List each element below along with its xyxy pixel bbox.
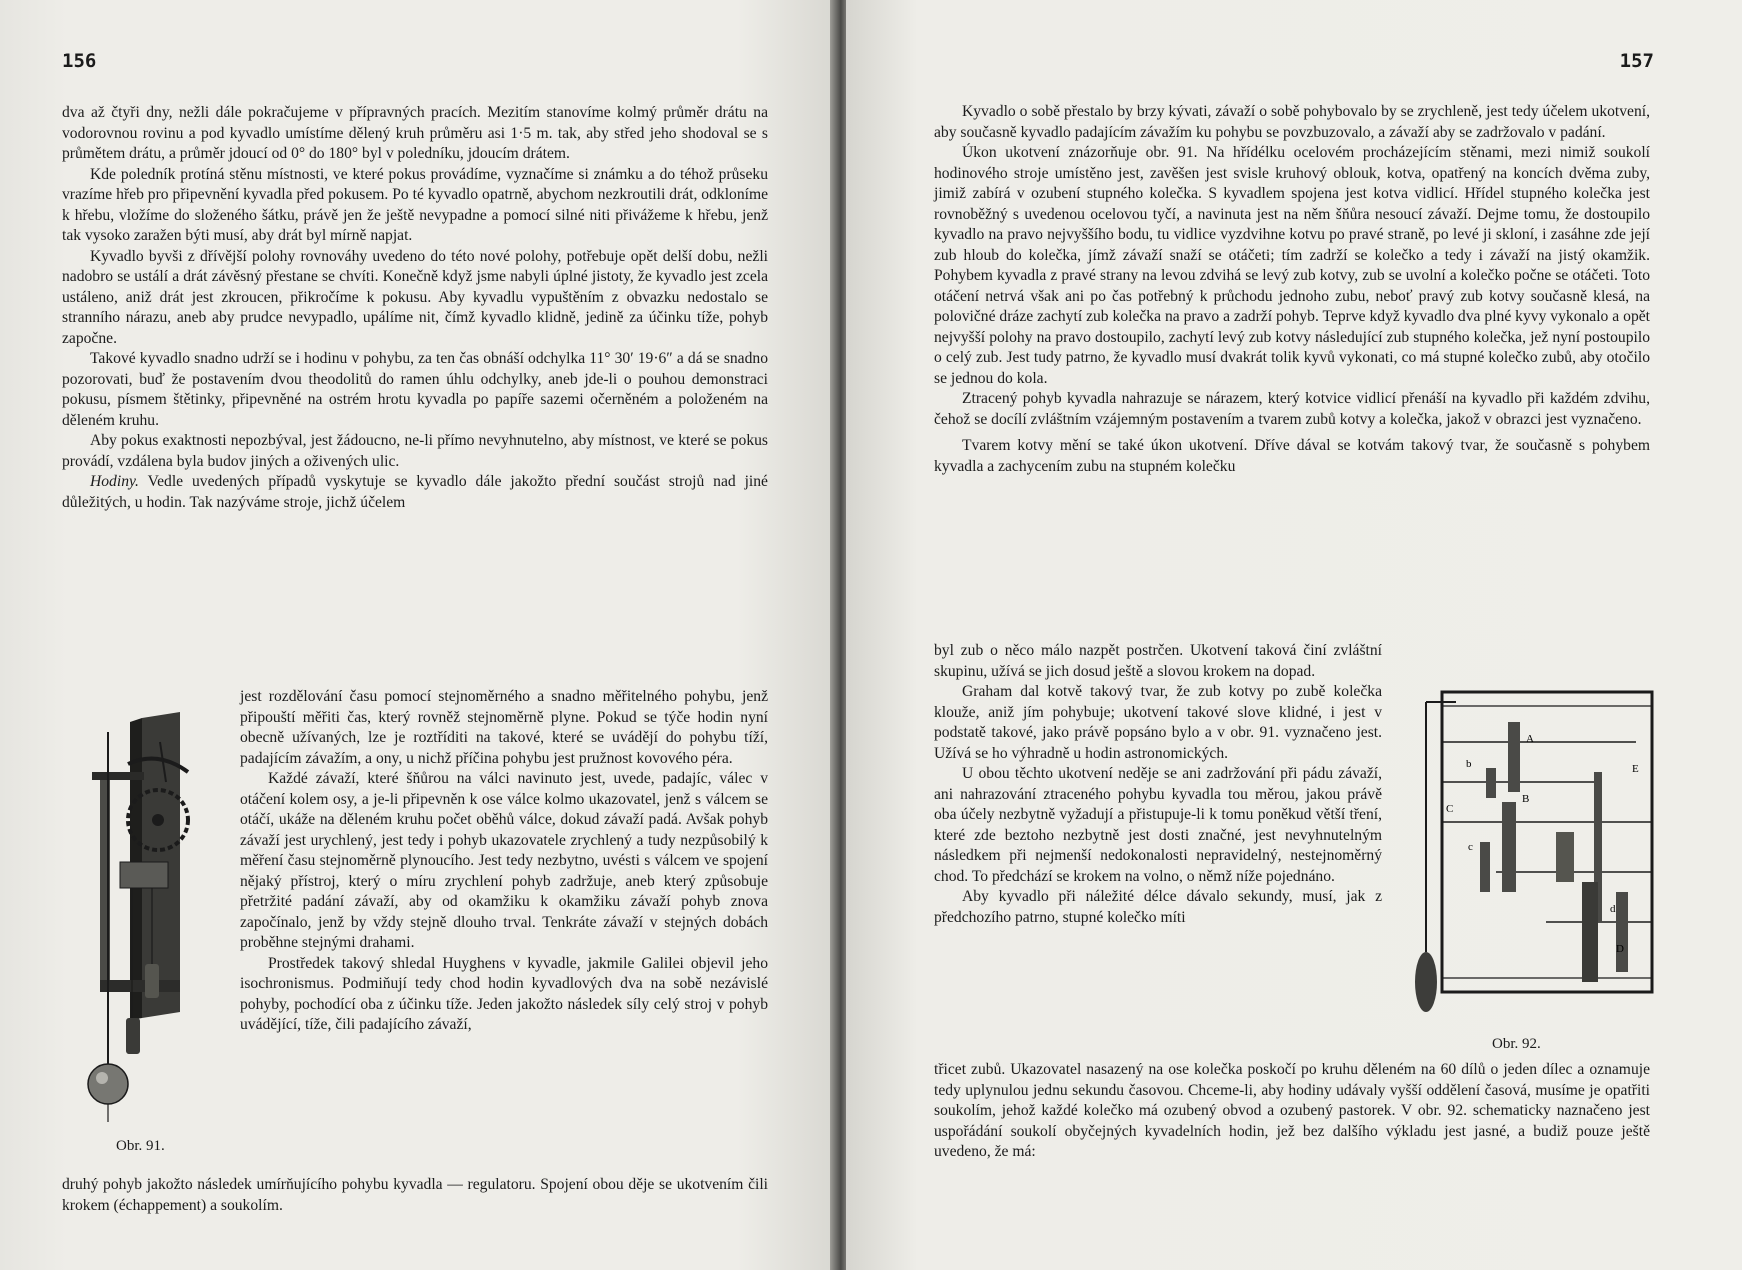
page-number-left: 156 <box>62 50 97 72</box>
paragraph: Aby kyvadlo při náležité délce dávalo sekundy, musí, jak z předchozího patrno, stupné kolečko míti <box>934 888 1382 926</box>
paragraph: jest rozdělování času pomocí stejnoměrného a snadno měřitelného pohybu, jenž připouští měřiti čas, který rovněž stejnoměrně plyne. Pokud se týče hodin nyní obecně užívaných, lze je roztříditi na takové, které se uvádějí do pohybu tíží, padajícím závažím, a ony, u nichž příčina pohybu jest pružnost kovového péra. <box>240 688 768 767</box>
figure-91-pendulum-illustration <box>70 712 220 1142</box>
figure-92-clockwork-schematic <box>1406 682 1666 1062</box>
paragraph: třicet zubů. Ukazovatel nasazený na ose kolečka poskočí po kruhu děleném na 60 dílů o jeden dílec a oznamuje tedy uplynulou jednu sekundu časovou. Chceme-li, aby hodiny udávaly vyšší oddělení časová, musíme je opatřiti soukolím, jehož každé kolečko má ozubený obvod a ozubený pastorek. V obr. 92. schematicky naznačeno jest uspořádání soukolí obyčejných kyvadelních hodin, jež bez dalšího výkladu jest jasné, a budiž pouze ještě uvedeno, že má: <box>934 1061 1650 1160</box>
figure-label: A <box>1526 733 1534 745</box>
right-main-text <box>934 102 1650 477</box>
paragraph: druhý pohyb jakožto následek umírňujícího pohybu kyvadla — regulatoru. Spojení obou děje se ukotvením čili krokem (échappement) a soukolím. <box>62 1176 768 1214</box>
paragraph: Aby pokus exaktnosti nepozbýval, jest žádoucno, ne-li přímo nevyhnutelno, aby místnost, ve které se pokus provádí, vzdálena byla budov jiných a oživených ulic. <box>62 432 768 470</box>
right-tail-text <box>934 1060 1650 1163</box>
paragraph: Prostředek takový shledal Huyghens v kyvadle, jakmile Galilei objevil jeho isochronismus. Podmiňují tedy chod hodin kyvadlových dva na sobě nezávislé pohyby, pochodící oba z účinku tíže. Jeden jakožto následek síly celý stroj v pohyb uvádějící, tíže, čili padajícího závaží, <box>240 954 768 1033</box>
right-wrapped-text <box>934 641 1382 928</box>
section-head-hodiny: Hodiny. <box>90 473 139 490</box>
hodiny-text: Vedle uvedených případů vyskytuje se kyvadlo dále jakožto přední součást strojů nad jiné důležitých, u hodin. Tak nazýváme stroje, jichž účelem <box>62 473 768 511</box>
paragraph: Kde poledník protíná stěnu místnosti, ve které pokus provádíme, vyznačíme si známku a do téhož průseku vrazíme hřeb pro připevnění kyvadla před pokusem. Po té kyvadlo opatrně, abychom nezkroutili drát, odkloníme k hřebu, vložíme do složeného šátku, právě jen že ještě nevypadne a pomocí silné niti přivážeme k hřebu, jenž tak vysoko zaražen býti musí, aby drát byl mírně napjat. <box>62 165 768 244</box>
paragraph: Ztracený pohyb kyvadla nahrazuje se nárazem, který kotvice vidlicí přenáší na kyvadlo při každém zdvihu, čehož se docílí zvláštním vzájemným postavením a tvarem zubů kotvy a kolečka, jakož v obrazci jest vyznačeno. <box>934 390 1650 428</box>
figure-label: E <box>1632 763 1639 775</box>
paragraph: dva až čtyři dny, nežli dále pokračujeme v přípravných pracích. Mezitím stanovíme kolmý průměr drátu na vodorovnou rovinu a pod kyvadlo umístíme dělený kruh průměru asi 1·5 m. tak, aby střed jeho shodoval se s průmětem drátu, a průměr jdoucí od 0° do 180° byl v poledníku, jdoucím drátem. <box>62 104 768 162</box>
figure-label: d <box>1610 903 1616 915</box>
right-page <box>846 0 1742 1270</box>
figure-label: c <box>1468 841 1473 853</box>
paragraph: Každé závaží, které šňůrou na válci navinuto jest, uvede, padajíc, válec v otáčení kolem osy, a je-li připevněn k ose válce kolmo ukazovatel, jenž s válcem se otáčí, ukáže na děleném kruhu počet oběhů válce, dokud závaží padá. Avšak pohyb závaží jest urychlený, jest tedy i pohyb ukazovatele zrychlený a tudy nezpůsobilý k měření času stejnoměrně plynoucího. Jest tedy nezbytno, uvésti s válcem ve spojení nějaký přístroj, který o míru zrychlení pohyb zadržuje, aneb který způsobuje přetržité padání závaží, aby od okamžiku k okamžiku závaží pohyb znova započínalo, jenž by vždy stejně dlouho trval. Tenkráte závaží v stejných dobách proběhne stejnými drahami. <box>240 770 768 951</box>
paragraph: Kyvadlo byvši z dřívější polohy rovnováhy uvedeno do této nové polohy, potřebuje opět delší dobu, nežli nadobro se ustálí a drát závěsný přestane se chvíti. Konečně když jsme nabyli úplné jistoty, že kyvadlo jest zcela ustáleno, aniž drát jest zkroucen, přikročíme k pokusu. Aby kyvadlu vypuštěním z obvazku nedostalo se stranního nárazu, aneb aby prudce nevypadlo, upálíme nit, čímž kyvadlo klidně, jedině za účinku tíže, pohyb započne. <box>62 247 768 347</box>
figure-92-caption: Obr. 92. <box>1492 1036 1541 1052</box>
figure-91-caption: Obr. 91. <box>116 1138 165 1154</box>
paragraph: Kyvadlo o sobě přestalo by brzy kývati, závaží o sobě pohybovalo by se zrychleně, jest tedy účelem ukotvení, aby současně kyvadlo padajícím závažím ku pohybu se povzbuzovalo, a závaží aby se zadržovalo v padání. <box>934 103 1650 141</box>
paragraph: Graham dal kotvě takový tvar, že zub kotvy po zubě kolečka klouže, aniž jím pohybuje; ukotvení takové slove klidné, i jest v podstatě takové, jako právě popsáno bylo a v obr. 91. vyznačeno jest. Užívá se ho výhradně u hodin astronomických. <box>934 683 1382 762</box>
left-tail-text <box>62 1175 768 1216</box>
paragraph: Úkon ukotvení znázorňuje obr. 91. Na hřídélku ocelovém procházejícím stěnami, mezi nimiž soukolí hodinového stroje umístěno jest, zavěšen jest svisle kruhový oblouk, kotva, opatřený na koncích dvěma zuby, jimiž zabírá v ozubení stupného kolečka. S kyvadlem spojena jest kotva vidlicí. Hřídel stupného kolečka jest rovnoběžný s uvedenou ocelovou tyčí, a navinuta jest na něm šňůra nesoucí závaží. Dejme tomu, že dostoupilo kyvadlo na pravo nejvyššího bodu, tu vidlice vyzdvihne kotvu po pravé straně, po levé ji skloní, i zasáhne zde její zub hloub do kolečka, jímž závaží snaží se otáčeti; tím zadrží se kolečko a tedy i závaží na jistý okamžik. Pohybem kyvadla z pravé strany na levou zdvihá se levý zub kotvy, zub se uvolní a kolečko počne se otáčeti. Toto otáčení netrvá však ani po čas potřebný k průchodu jednoho zubu, neboť pravý zub kotvy současně klesá, na polovičné dráze zachytí zub kolečka na pravo a zadrží pohyb. Teprve když kyvadlo dva plné kyvy vykonalo a opět nejvyšší polohy na pravo dostoupilo, zachytí levý zub kotvy následující zub stupného kolečka, jež nyní postoupilo o celý zub. Jest tudy patrno, že kyvadlo musí dvakrát tolik kyvů vykonati, co má stupné kolečko zubů, aby otočilo se jednou do kola. <box>934 144 1650 387</box>
paragraph: U obou těchto ukotvení neděje se ani zadržování při pádu závaží, ani nahrazování ztraceného pohybu kyvadla tou měrou, jakou právě oba účely nezbytně vyžadují a přistupuje-li k tomu poněkud větší tření, které zde beztoho nezbytně jest dosti značné, jest nevyhnutelným následkem při nejmenší nedokonalosti nepravidelný, nestejnoměrný chod. To předchází se krokem na volno, o němž níže pojednáno. <box>934 765 1382 885</box>
figure-label: C <box>1446 803 1454 815</box>
figure-label: D <box>1616 943 1624 955</box>
left-main-text <box>62 103 768 513</box>
figure-label: B <box>1522 793 1530 805</box>
page-number-right: 157 <box>1619 50 1654 72</box>
paragraph: Takové kyvadlo snadno udrží se i hodinu v pohybu, za ten čas obnáší odchylka 11° 30′ 19·6″ a dá se snadno pozorovati, buď že postavením dvou theodolitů do ramen úhlu odchylky, aneb jde-li o pouhou demonstraci pokusu, písmem štětinky, připevněné na ostrém hrotu kyvadla po papíře sazemi očerněném a položeném na děleném kruhu. <box>62 350 768 429</box>
paragraph-hodiny <box>62 472 768 513</box>
paragraph: Tvarem kotvy mění se také úkon ukotvení. Dříve dával se kotvám takový tvar, že současně s pohybem kyvadla a zachycením zubu na stupném kolečku <box>934 437 1650 475</box>
left-wrapped-text <box>240 687 768 1036</box>
left-page <box>0 0 838 1270</box>
paragraph: byl zub o něco málo nazpět postrčen. Ukotvení taková činí zvláštní skupinu, užívá se jich dosud ještě a slovou krokem na dopad. <box>934 642 1382 680</box>
figure-label: b <box>1466 758 1472 770</box>
